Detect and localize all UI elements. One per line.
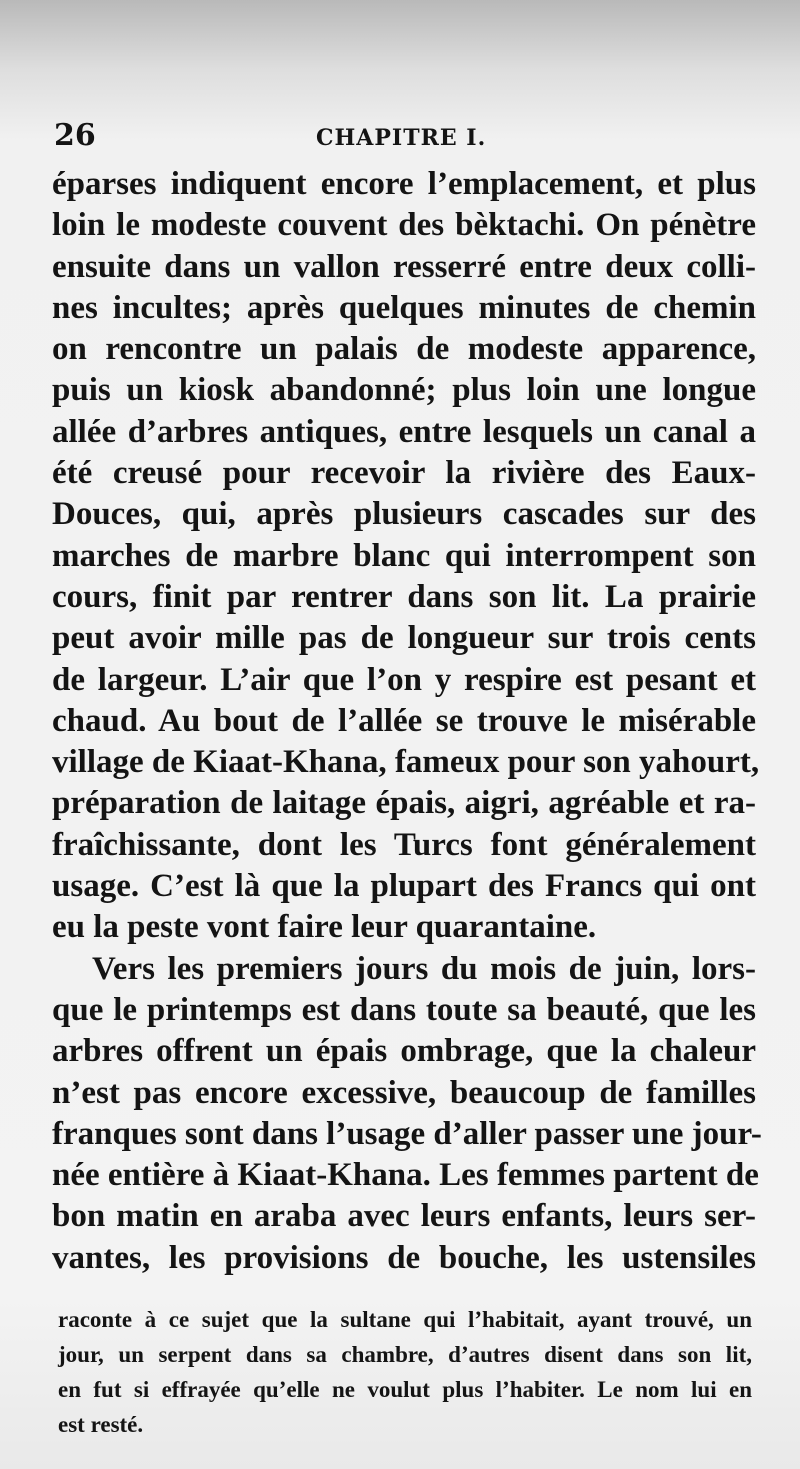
footnote-line: est resté. — [58, 1412, 144, 1437]
text-line: puis un kiosk abandonné; plus loin une longue — [52, 372, 756, 409]
text-line: franques sont dans l’usage d’aller passer une jour- — [52, 1115, 762, 1152]
text-line: eu la peste vont faire leur quarantaine. — [52, 909, 597, 946]
text-line: Douces, qui, après plusieurs cascades sur des — [52, 496, 756, 533]
text-line: Vers les premiers jours du mois de juin, lors- — [92, 950, 756, 987]
text-line: bon matin en araba avec leurs enfants, leurs ser- — [52, 1198, 756, 1235]
text-line: allée d’arbres antiques, entre lesquels un canal a — [52, 413, 756, 450]
text-line: cours, finit par rentrer dans son lit. La prairie — [52, 578, 756, 615]
text-line: préparation de laitage épais, aigri, agréable et ra- — [52, 785, 756, 822]
chapter-title: CHAPITRE I. — [316, 125, 487, 151]
text-line: née entière à Kiaat-Khana. Les femmes partent de — [52, 1157, 759, 1194]
text-line: chaud. Au bout de l’allée se trouve le misérable — [52, 702, 756, 739]
text-line: nes incultes; après quelques minutes de chemin — [52, 289, 756, 326]
text-line: ensuite dans un vallon resserré entre deux colli- — [52, 248, 756, 285]
footnote-line: raconte à ce sujet que la sultane qui l’habitait, ayant trouvé, un — [58, 1307, 752, 1332]
text-line: peut avoir mille pas de longueur sur trois cents — [52, 620, 756, 657]
text-line: on rencontre un palais de modeste apparence, — [52, 331, 756, 368]
text-line: loin le modeste couvent des bèktachi. On pénètre — [52, 207, 756, 244]
page-header — [54, 118, 754, 158]
text-line: marches de marbre blanc qui interrompent son — [52, 537, 756, 574]
text-line: fraîchissante, dont les Turcs font généralement — [52, 826, 756, 863]
text-line: village de Kiaat-Khana, fameux pour son yahourt, — [52, 744, 760, 781]
text-line: que le printemps est dans toute sa beauté, que les — [52, 991, 756, 1028]
text-line: éparses indiquent encore l’emplacement, et plus — [52, 166, 756, 202]
text-line: de largeur. L’air que l’on y respire est pesant et — [52, 661, 756, 698]
text-line: usage. C’est là que la plupart des Francs qui ont — [52, 868, 756, 905]
footnote-line: en fut si effrayée qu’elle ne voulut plus l’habiter. Le nom lui en — [58, 1377, 752, 1402]
page-number: 26 — [54, 118, 96, 153]
text-line: arbres offrent un épais ombrage, que la chaleur — [52, 1033, 756, 1070]
text-line: été creusé pour recevoir la rivière des Eaux- — [52, 455, 756, 492]
footnote — [58, 1302, 752, 1442]
text-line: n’est pas encore excessive, beaucoup de familles — [52, 1074, 756, 1111]
footnote-line: jour, un serpent dans sa chambre, d’autres disent dans son lit, — [58, 1342, 752, 1367]
main-text — [52, 164, 762, 1279]
text-line: vantes, les provisions de bouche, les ustensiles — [52, 1239, 756, 1276]
